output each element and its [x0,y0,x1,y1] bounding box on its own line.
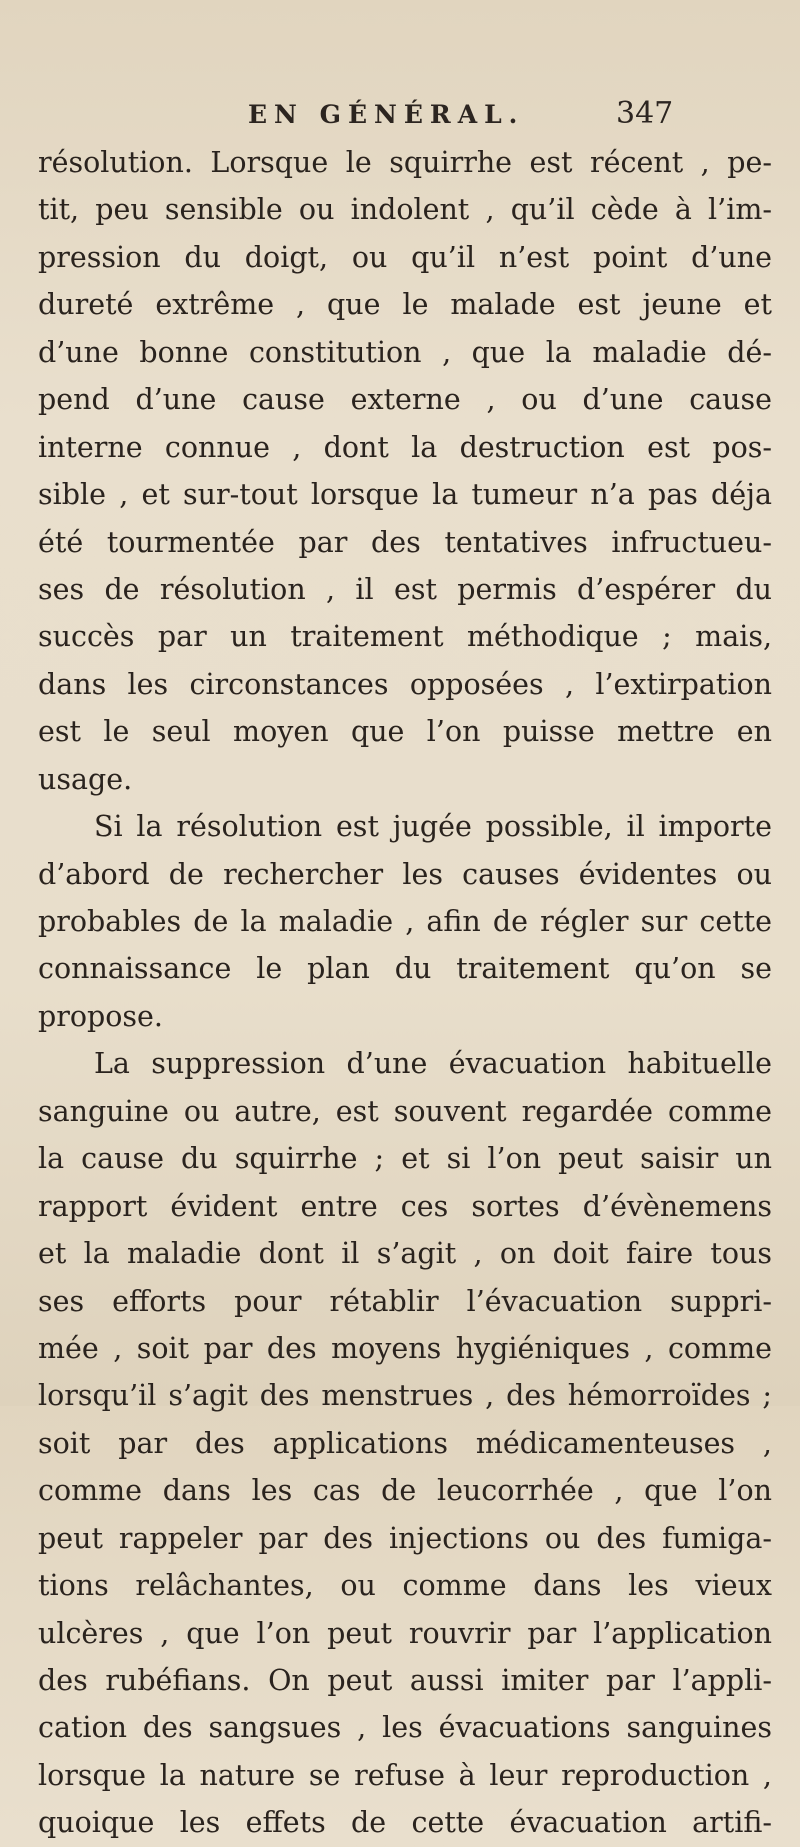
text-line: tions relâchantes, ou comme dans les vieux [38,1569,772,1603]
text-line: dureté extrême , que le malade est jeune et [38,288,772,322]
text-line: ulcères , que l’on peut rouvrir par l’application [38,1616,772,1650]
text-line: soit par des applications médicamenteuses , [38,1426,772,1460]
text-line: peut rappeler par des injections ou des fumiga- [38,1521,772,1555]
text-line: rapport évident entre ces sortes d’évènemens [38,1189,772,1223]
text-line: Si la résolution est jugée possible, il importe [94,810,772,844]
text-line: pend d’une cause externe , ou d’une cause [38,383,772,417]
text-line: résolution. Lorsque le squirrhe est récent , pe- [38,146,772,179]
text-line: probables de la maladie , afin de régler sur cette [38,905,772,938]
text-line: tit, peu sensible ou indolent , qu’il cède à l’im- [38,193,772,227]
text-line: dans les circonstances opposées , l’extirpation [38,667,772,701]
text-line: comme dans les cas de leucorrhée , que l’on [38,1474,772,1508]
text-line: d’une bonne constitution , que la maladie dé- [38,335,772,369]
text-line: mée , soit par des moyens hygiéniques , comme [38,1331,772,1365]
text-line: usage. [38,762,133,796]
text-line: succès par un traitement méthodique ; mais, [38,620,772,654]
page-header [0,96,800,140]
page-number: 347 [616,96,674,131]
text-line: sanguine ou autre, est souvent regardée comme [38,1094,772,1128]
text-line: interne connue , dont la destruction est pos- [38,430,772,464]
text-line: lorsqu’il s’agit des menstrues , des hémorroïdes ; [38,1379,772,1413]
text-line: quoique les effets de cette évacuation artifi- [38,1806,772,1840]
text-line: sible , et sur-tout lorsque la tumeur n’a pas déja [38,478,772,512]
text-line: cation des sangsues , les évacuations sanguines [38,1711,772,1745]
text-line: la cause du squirrhe ; et si l’on peut saisir un [38,1142,772,1176]
text-line: lorsque la nature se refuse à leur reproduction , [38,1758,772,1792]
text-line: d’abord de rechercher les causes évidentes ou [38,857,772,891]
text-line: été tourmentée par des tentatives infructueu- [38,525,772,559]
text-line: est le seul moyen que l’on puisse mettre en [38,715,772,749]
running-head: EN GÉNÉRAL. [248,100,525,129]
text-line: des rubéfians. On peut aussi imiter par l’appli- [38,1664,772,1697]
text-line: La suppression d’une évacuation habituelle [94,1047,772,1081]
text-line: connaissance le plan du traitement qu’on se [38,952,772,986]
text-line: ses de résolution , il est permis d’espérer du [38,572,772,606]
text-line: ses efforts pour rétablir l’évacuation suppri- [38,1284,772,1318]
body-text [38,139,772,1847]
text-line: propose. [38,999,163,1033]
text-line: et la maladie dont il s’agit , on doit faire tous [38,1237,772,1271]
text-line: pression du doigt, ou qu’il n’est point d’une [38,240,772,274]
